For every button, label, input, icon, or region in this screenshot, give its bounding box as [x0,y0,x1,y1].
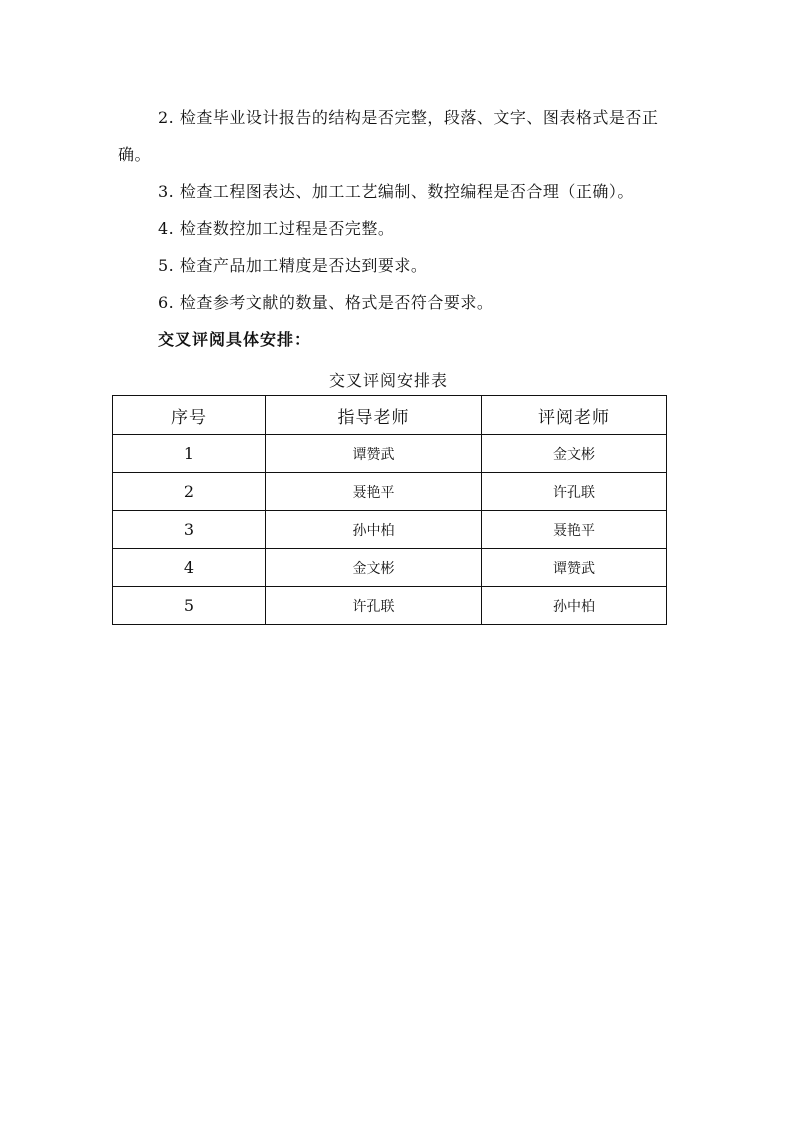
row-index: 2 [113,473,266,511]
table-row [113,549,667,587]
review-table [112,395,667,625]
row-advisor: 孙中柏 [266,511,482,549]
section-heading: 交叉评阅具体安排： [158,330,312,349]
paragraph-check-precision: 5. 检查产品加工精度是否达到要求。 [158,256,428,275]
table-row [113,511,667,549]
row-advisor: 聂艳平 [266,473,482,511]
row-index: 3 [113,511,266,549]
header-index: 序号 [113,396,266,435]
row-advisor: 许孔联 [266,587,482,625]
paragraph-check-structure: 2. 检查毕业设计报告的结构是否完整，段落、文字、图表格式是否正确。 [118,108,659,164]
table-caption: 交叉评阅安排表 [328,371,448,390]
row-advisor: 金文彬 [266,549,482,587]
row-advisor: 谭赞武 [266,435,482,473]
header-advisor: 指导老师 [266,396,482,435]
paragraph-check-references: 6. 检查参考文献的数量、格式是否符合要求。 [158,293,494,312]
paragraph-check-process: 4. 检查数控加工过程是否完整。 [158,219,395,238]
row-reviewer: 聂艳平 [482,511,667,549]
row-index: 1 [113,435,266,473]
row-index: 5 [113,587,266,625]
table-row [113,473,667,511]
table-header-row [113,396,667,435]
table-row [113,435,667,473]
row-reviewer: 谭赞武 [482,549,667,587]
row-index: 4 [113,549,266,587]
row-reviewer: 金文彬 [482,435,667,473]
row-reviewer: 许孔联 [482,473,667,511]
paragraph-check-drawings: 3. 检查工程图表达、加工工艺编制、数控编程是否合理（正确）。 [158,182,634,201]
row-reviewer: 孙中柏 [482,587,667,625]
table-row [113,587,667,625]
header-reviewer: 评阅老师 [482,396,667,435]
